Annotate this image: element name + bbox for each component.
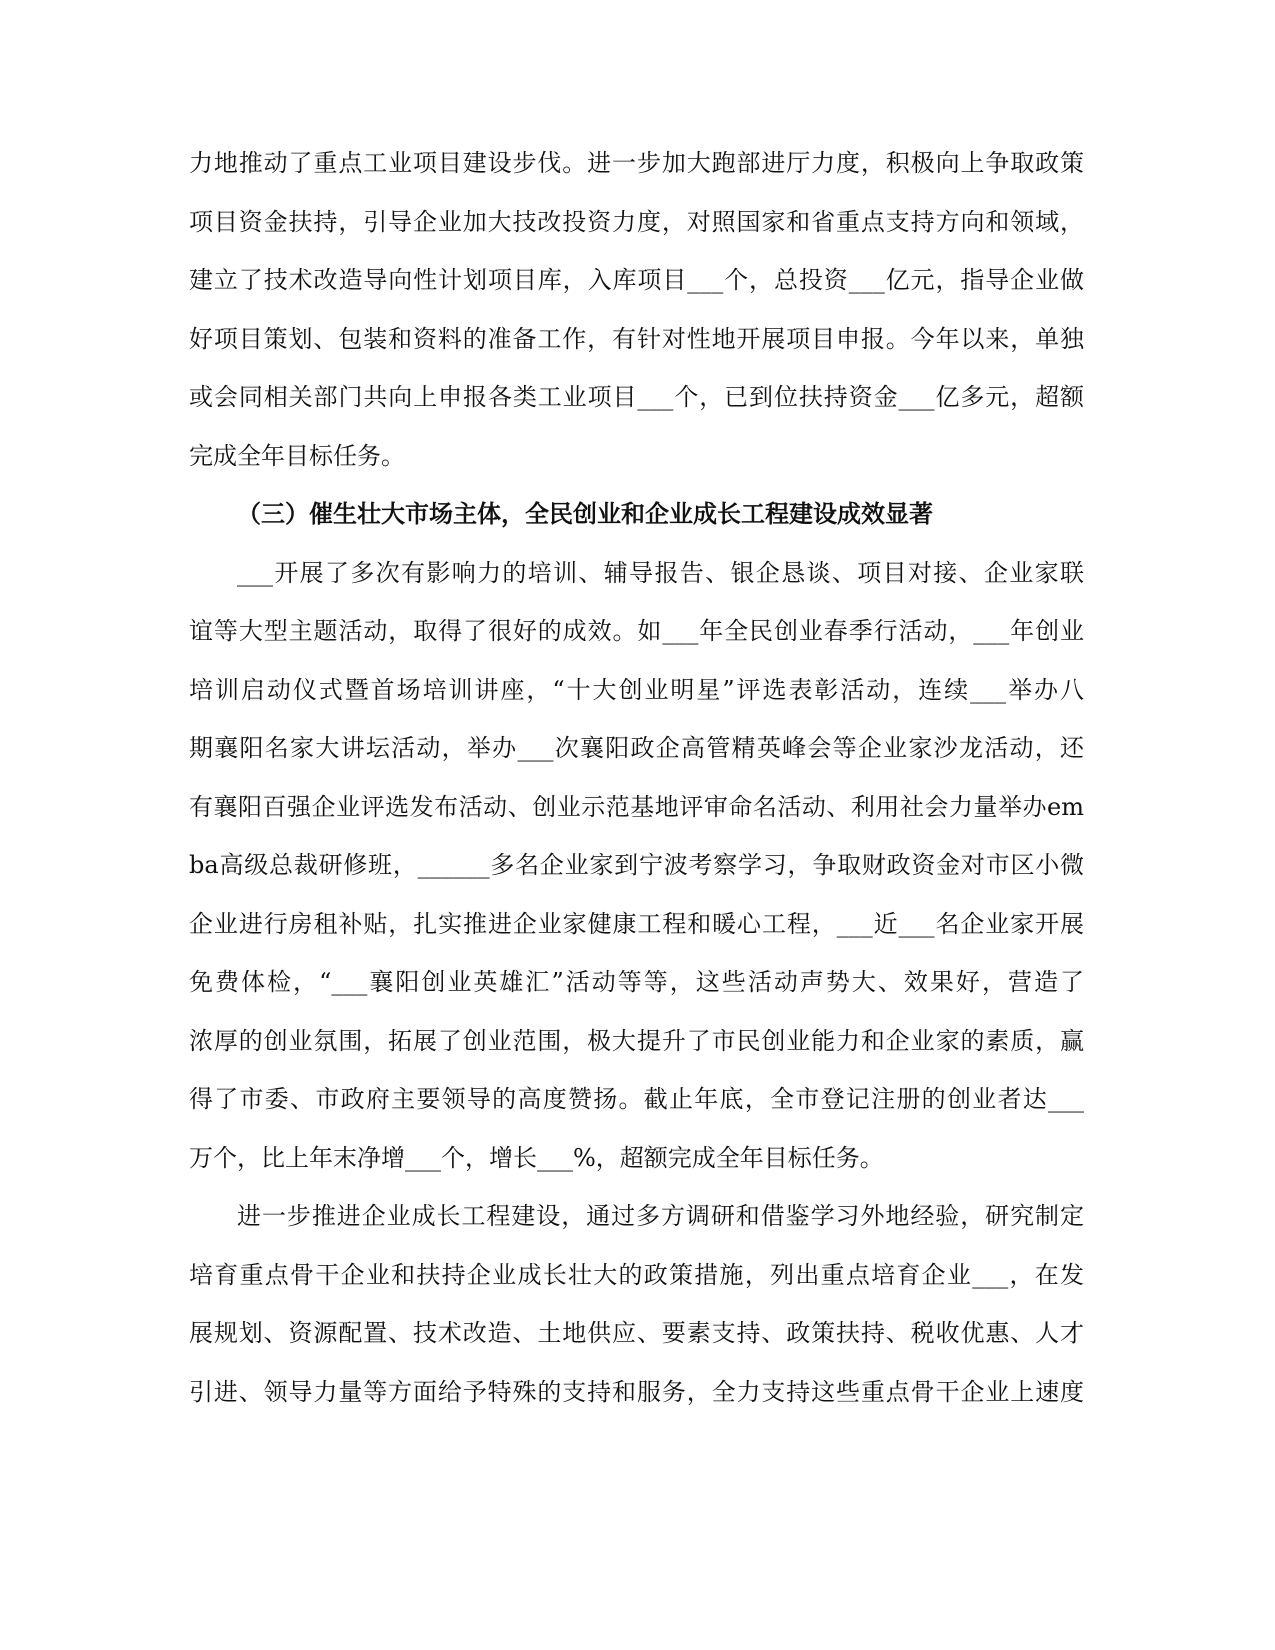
document-body <box>189 134 1084 1421</box>
text-line: 得了市委、市政府主要领导的高度赞扬。截止年底，全市登记注册的创业者达___ <box>189 1085 1084 1113</box>
text-line: 期襄阳名家大讲坛活动，举办___次襄阳政企高管精英峰会等企业家沙龙活动，还 <box>189 734 1084 762</box>
paragraph-enterprise-growth <box>189 1187 1084 1421</box>
section-heading <box>189 485 1084 544</box>
text-line: 完成全年目标任务。 <box>189 441 405 470</box>
text-line: ___开展了多次有影响力的培训、辅导报告、银企恳谈、项目对接、企业家联 <box>237 558 1084 587</box>
paragraph-entrepreneurship <box>189 544 1084 1188</box>
text-line: 谊等大型主题活动，取得了很好的成效。如___年全民创业春季行活动，___年创业 <box>189 617 1084 645</box>
text-line: 有襄阳百强企业评选发布活动、创业示范基地评审命名活动、利用社会力量举办em <box>189 792 1084 821</box>
text-line: 万个，比上年末净增___个，增长___%，超额完成全年目标任务。 <box>189 1143 884 1172</box>
text-line: 力地推动了重点工业项目建设步伐。进一步加大跑部进厅力度，积极向上争取政策 <box>189 149 1084 177</box>
paragraph-continuation <box>189 134 1084 485</box>
text-line: 引进、领导力量等方面给予特殊的支持和服务，全力支持这些重点骨干企业上速度 <box>189 1377 1084 1406</box>
text-line: 建立了技术改造导向性计划项目库，入库项目___个，总投资___亿元，指导企业做 <box>189 266 1084 294</box>
text-line: 浓厚的创业氛围，拓展了创业范围，极大提升了市民创业能力和企业家的素质，赢 <box>189 1026 1084 1055</box>
text-line: 免费体检，“___襄阳创业英雄汇”活动等等，这些活动声势大、效果好，营造了 <box>189 968 1084 996</box>
text-line: 企业进行房租补贴，扎实推进企业家健康工程和暖心工程，___近___名企业家开展 <box>189 909 1084 938</box>
text-line: ba高级总裁研修班，______多名企业家到宁波考察学习，争取财政资金对市区小微 <box>189 851 1084 879</box>
text-line: 好项目策划、包装和资料的准备工作，有针对性地开展项目申报。今年以来，单独 <box>189 324 1084 353</box>
text-line: 进一步推进企业成长工程建设，通过多方调研和借鉴学习外地经验，研究制定 <box>237 1202 1084 1230</box>
text-line: 培训启动仪式暨首场培训讲座，“十大创业明星”评选表彰活动，连续___举办八 <box>189 675 1084 704</box>
text-line: 培育重点骨干企业和扶持企业成长壮大的政策措施，列出重点培育企业___，在发 <box>189 1260 1084 1289</box>
text-line: 或会同相关部门共向上申报各类工业项目___个，已到位扶持资金___亿多元，超额 <box>189 383 1084 411</box>
text-line: 项目资金扶持，引导企业加大技改投资力度，对照国家和省重点支持方向和领域， <box>189 207 1084 236</box>
heading-line: （三）催生壮大市场主体，全民创业和企业成长工程建设成效显著 <box>237 500 933 528</box>
text-line: 展规划、资源配置、技术改造、土地供应、要素支持、政策扶持、税收优惠、人才 <box>189 1319 1084 1347</box>
